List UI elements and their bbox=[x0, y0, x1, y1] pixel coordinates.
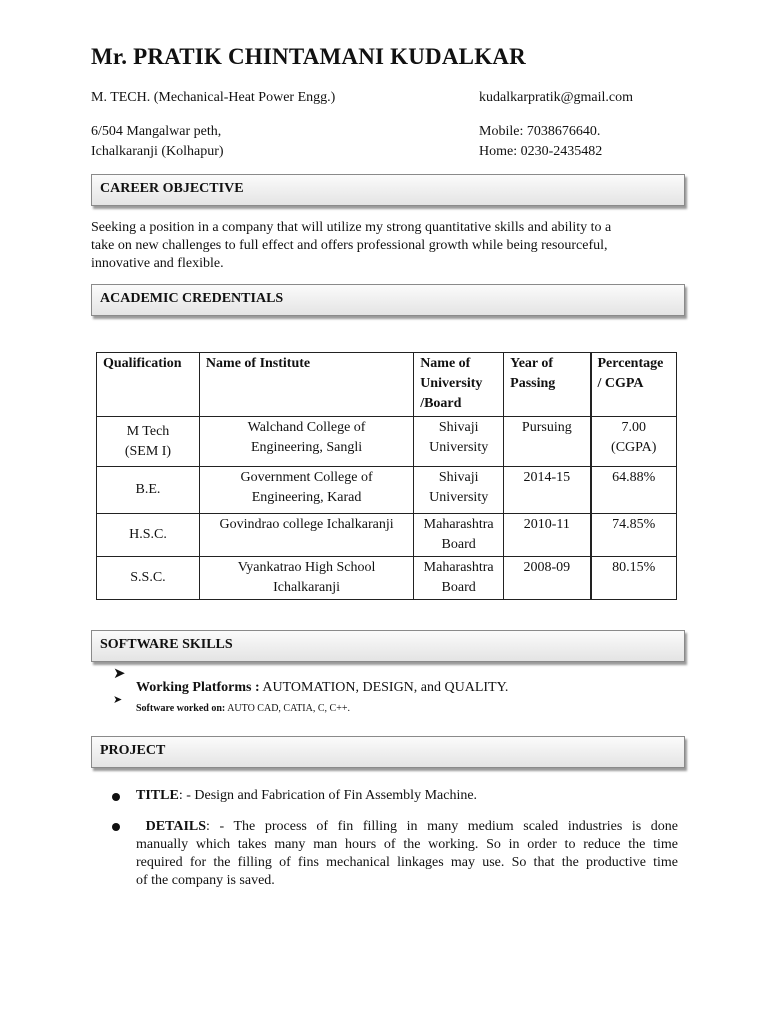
arrow-bullet-icon: ➤ bbox=[113, 666, 126, 682]
university-cell: Shivaji University bbox=[414, 417, 504, 467]
text-line: take on new challenges to full effect and offers professional growth while being resourceful, bbox=[91, 238, 608, 253]
qualification-cell: H.S.C. bbox=[97, 514, 200, 557]
qualification-cell: S.S.C. bbox=[97, 557, 200, 600]
score-cell: 7.00 (CGPA) bbox=[591, 417, 677, 467]
table-row bbox=[97, 467, 677, 514]
score-cell: 74.85% bbox=[591, 514, 677, 557]
working-platforms bbox=[136, 680, 508, 696]
university-cell: Shivaji University bbox=[414, 467, 504, 514]
platforms-label: Working Platforms : bbox=[136, 680, 260, 695]
text-line: of the company is saved. bbox=[136, 873, 275, 888]
software-value: AUTO CAD, CATIA, C, C++. bbox=[225, 703, 350, 714]
column-header: Qualification bbox=[97, 353, 200, 417]
software-label: Software worked on: bbox=[136, 703, 226, 714]
university-cell: Maharashtra Board bbox=[414, 557, 504, 600]
column-header: Name of University /Board bbox=[414, 353, 504, 417]
text-line: manually which takes many man hours of the working. So in order to reduce the time bbox=[136, 837, 678, 852]
email: kudalkarpratik@gmail.com bbox=[479, 90, 634, 105]
degree: M. TECH. (Mechanical-Heat Power Engg.) bbox=[91, 90, 336, 105]
text-line: Seeking a position in a company that will utilize my strong quantitative skills and ability to a bbox=[91, 220, 612, 235]
qualification-cell: B.E. bbox=[97, 467, 200, 514]
bullet-icon bbox=[112, 793, 120, 801]
section-software-skills bbox=[91, 630, 685, 662]
year-cell: 2008-09 bbox=[504, 557, 591, 600]
text-line: required for the filling of fins mechanical linkages may use. So that the productive time bbox=[136, 855, 678, 870]
section-academic-credentials bbox=[91, 284, 685, 316]
details-label: DETAILS bbox=[145, 819, 207, 834]
project-title bbox=[136, 788, 477, 804]
candidate-name: Mr. PRATIK CHINTAMANI KUDALKAR bbox=[91, 44, 526, 69]
title-label: TITLE bbox=[136, 788, 179, 803]
table-header-row bbox=[97, 353, 677, 417]
text-line: innovative and flexible. bbox=[91, 256, 224, 271]
title-value: : - Design and Fabrication of Fin Assembly Machine. bbox=[178, 788, 478, 803]
score-cell: 80.15% bbox=[591, 557, 677, 600]
address-line-2: Ichalkaranji (Kolhapur) bbox=[91, 144, 224, 159]
table-row bbox=[97, 557, 677, 600]
bullet-icon bbox=[112, 823, 120, 831]
section-heading: ACADEMIC CREDENTIALS bbox=[100, 291, 284, 306]
project-details bbox=[136, 818, 678, 890]
text-line: DETAILS: - The process of fin filling in many medium scaled industries is done bbox=[145, 819, 678, 834]
table-row bbox=[97, 514, 677, 557]
section-heading: CAREER OBJECTIVE bbox=[100, 181, 244, 196]
career-objective-text bbox=[91, 219, 683, 273]
university-cell: Maharashtra Board bbox=[414, 514, 504, 557]
home-number: Home: 0230-2435482 bbox=[479, 144, 603, 159]
table-row bbox=[97, 417, 677, 467]
section-heading: SOFTWARE SKILLS bbox=[100, 637, 233, 652]
address-line-1: 6/504 Mangalwar peth, bbox=[91, 124, 222, 139]
institute-cell: Government College of Engineering, Karad bbox=[199, 467, 413, 514]
section-project bbox=[91, 736, 685, 768]
column-header: Name of Institute bbox=[199, 353, 413, 417]
score-cell: 64.88% bbox=[591, 467, 677, 514]
section-career-objective bbox=[91, 174, 685, 206]
section-heading: PROJECT bbox=[100, 743, 166, 758]
year-cell: 2010-11 bbox=[504, 514, 591, 557]
mobile-number: Mobile: 7038676640. bbox=[479, 124, 601, 139]
platforms-value: AUTOMATION, DESIGN, and QUALITY. bbox=[259, 680, 509, 695]
year-cell: 2014-15 bbox=[504, 467, 591, 514]
arrow-bullet-icon: ➤ bbox=[113, 694, 123, 706]
column-header: Year of Passing bbox=[504, 353, 591, 417]
institute-cell: Govindrao college Ichalkaranji bbox=[199, 514, 413, 557]
institute-cell: Walchand College of Engineering, Sangli bbox=[199, 417, 413, 467]
academic-table bbox=[96, 352, 677, 600]
software-worked-on bbox=[136, 703, 350, 714]
qualification-cell: M Tech (SEM I) bbox=[97, 417, 200, 467]
institute-cell: Vyankatrao High School Ichalkaranji bbox=[199, 557, 413, 600]
column-header: Percentage / CGPA bbox=[591, 353, 677, 417]
year-cell: Pursuing bbox=[504, 417, 591, 467]
